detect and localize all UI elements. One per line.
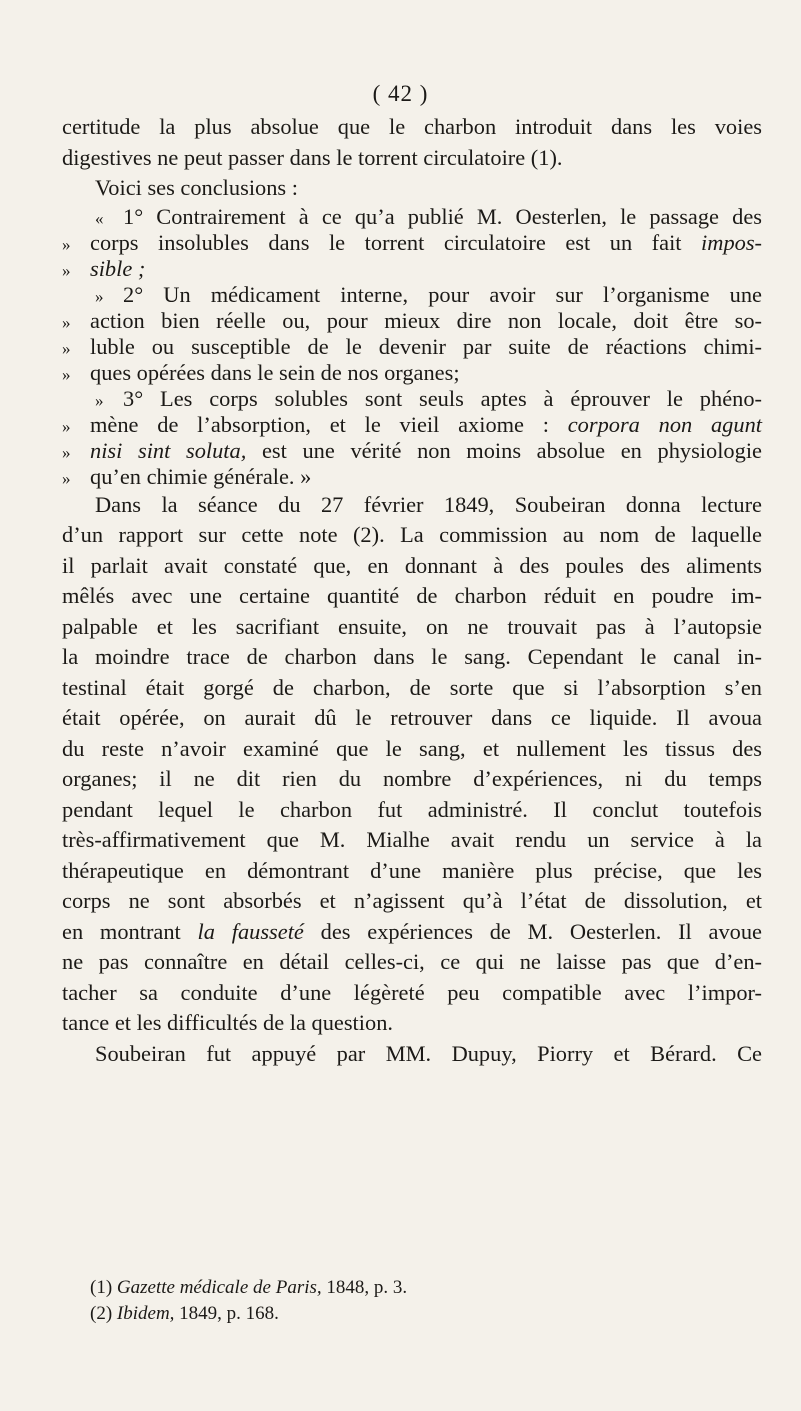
quote-mark: » — [62, 416, 71, 436]
quote-line — [62, 360, 762, 386]
text-line: organes; il ne dit rien du nombre d’expériences, ni du temps — [62, 766, 762, 791]
footnotes — [90, 1275, 407, 1327]
text-line: d’un rapport sur cette note (2). La commission au nom de laquelle — [62, 522, 762, 547]
text-line: la moindre trace de charbon dans le sang. Cependant le canal in- — [62, 644, 762, 669]
page-number: ( 42 ) — [372, 81, 429, 106]
text-line: palpable et les sacrifiant ensuite, on ne trouvait pas à l’autopsie — [62, 613, 762, 639]
quote-text: mène de l’absorption, et le vieil axiome : corpora non agunt — [90, 411, 762, 437]
quote-mark: » — [62, 364, 71, 384]
quote-line — [62, 282, 762, 308]
quote-mark: » — [62, 442, 71, 462]
quote-text: 3° Les corps solubles sont seuls aptes à éprouver le phéno- — [123, 385, 762, 411]
quote-line — [62, 204, 762, 230]
quote-text: luble ou susceptible de le devenir par suite de réactions chimi- — [90, 333, 762, 359]
quote-text: action bien réelle ou, pour mieux dire non locale, doit être so- — [90, 307, 762, 333]
quote-mark: » — [62, 234, 71, 254]
quote-line — [62, 256, 762, 282]
text-line: corps ne sont absorbés et n’agissent qu’à l’état de dissolution, et — [62, 888, 762, 913]
quote-mark: » — [62, 468, 71, 488]
quote-line — [62, 464, 762, 490]
quote-mark: » — [95, 286, 104, 306]
quote-text: 1° Contrairement à ce qu’a publié M. Oesterlen, le passage des — [123, 203, 762, 229]
text-line: très-affirmativement que M. Mialhe avait rendu un service à la — [62, 827, 762, 852]
quote-text: qu’en chimie générale. » — [90, 463, 312, 489]
quote-text: ques opérées dans le sein de nos organes; — [90, 359, 460, 385]
text-line: tacher sa conduite d’une légèreté peu compatible avec l’impor- — [62, 979, 762, 1005]
text-line: Voici ses conclusions : — [95, 175, 298, 200]
quote-line — [62, 308, 762, 334]
quote-mark: » — [62, 260, 71, 280]
text-line: certitude la plus absolue que le charbon introduit dans les voies — [62, 114, 762, 139]
footnote: (1) Gazette médicale de Paris, 1848, p. 3. — [90, 1277, 408, 1298]
quote-line — [62, 412, 762, 438]
text-line: il parlait avait constaté que, en donnant à des poules des aliments — [62, 552, 762, 578]
quote-mark: » — [95, 390, 104, 410]
text-line: ne pas connaître en détail celles-ci, ce qui ne laisse pas que d’en- — [62, 949, 762, 974]
quote-mark: » — [62, 338, 71, 358]
quote-text: 2° Un médicament interne, pour avoir sur l’organisme une — [123, 281, 762, 307]
quote-line — [62, 386, 762, 412]
quote-text: sible ; — [90, 255, 146, 281]
text-line: du reste n’avoir examiné que le sang, et nullement les tissus des — [62, 735, 762, 761]
body-text — [62, 112, 762, 1069]
quote-mark: » — [62, 312, 71, 332]
text-line: digestives ne peut passer dans le torrent circulatoire (1). — [62, 144, 563, 170]
footnote: (2) Ibidem, 1849, p. 168. — [90, 1303, 279, 1324]
text-line: thérapeutique en démontrant d’une manière plus précise, que les — [62, 857, 762, 883]
quote-mark: « — [95, 208, 104, 228]
quote-line — [62, 334, 762, 360]
quote-text: nisi sint soluta, est une vérité non moins absolue en physiologie — [90, 437, 762, 463]
text-line: mêlés avec une certaine quantité de charbon réduit en poudre im- — [62, 583, 762, 608]
text-line: en montrant la fausseté des expériences de M. Oesterlen. Il avoue — [62, 918, 762, 944]
text-line: Dans la séance du 27 février 1849, Soubeiran donna lecture — [95, 491, 762, 517]
text-line: tance et les difficultés de la question. — [62, 1010, 393, 1035]
quote-line — [62, 230, 762, 256]
quote-text: corps insolubles dans le torrent circulatoire est un fait impos- — [90, 229, 762, 255]
text-line: testinal était gorgé de charbon, de sorte que si l’absorption s’en — [62, 674, 762, 700]
quote-line — [62, 438, 762, 464]
text-line: était opérée, on aurait dû le retrouver dans ce liquide. Il avoua — [62, 705, 762, 730]
text-line: pendant lequel le charbon fut administré. Il conclut toutefois — [62, 796, 762, 822]
text-line: Soubeiran fut appuyé par MM. Dupuy, Piorry et Bérard. Ce — [95, 1040, 762, 1066]
